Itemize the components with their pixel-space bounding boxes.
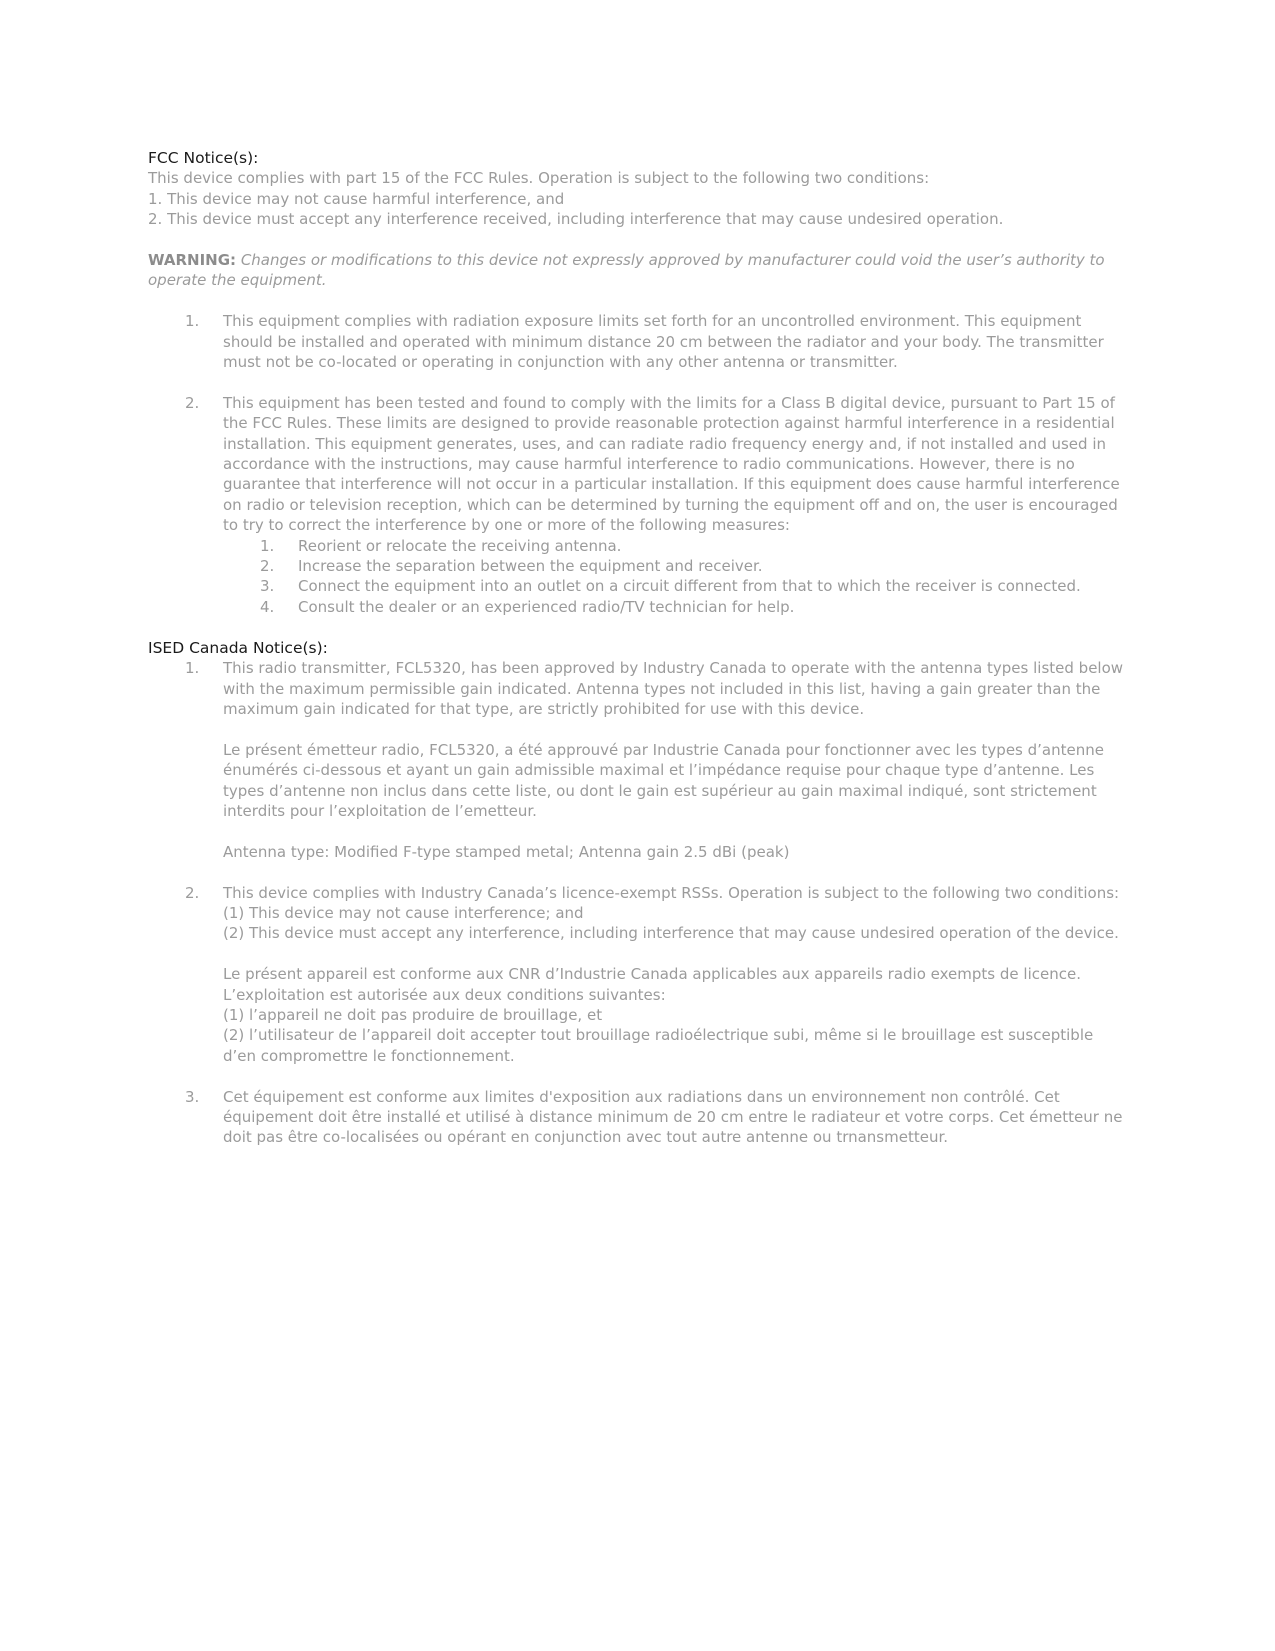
fcc-condition-1: 1. This device may not cause harmful interference, and <box>148 189 565 208</box>
antenna-spec: Antenna type: Modified F-type stamped metal; Antenna gain 2.5 dBi (peak) <box>223 842 790 861</box>
list-item-number: 3. <box>185 1087 200 1106</box>
list-item <box>148 883 1128 1067</box>
measure-text: Connect the equipment into an outlet on a circuit different from that to which the receiver is connected. <box>298 577 1081 596</box>
fcc-condition-2: 2. This device must accept any interference received, including interference that may cause undesired operation. <box>148 210 1004 229</box>
list-item <box>148 311 1128 372</box>
list-item-number: 1. <box>185 312 200 331</box>
list-item-text: This equipment complies with radiation exposure limits set forth for an uncontrolled environment. This equipment should be installed and operated with minimum distance 20 cm between the radiator and your body. The transmitter must not be co-located or operating in conjunction with any other antenna or transmitter. <box>223 312 1104 372</box>
measure-text: Increase the separation between the equipment and receiver. <box>298 557 763 576</box>
measure-item <box>148 576 1128 596</box>
list-item <box>148 393 1128 536</box>
warning-text: Changes or modifications to this device not expressly approved by manufacturer could void the user’s authority to operate the equipment. <box>148 251 1105 290</box>
ised-list <box>148 658 1128 1148</box>
ised-item-2-french-intro: Le présent appareil est conforme aux CNR d’Industrie Canada applicables aux appareils radio exempts de licence. L’exploitation est autorisée aux deux conditions suivantes: <box>223 965 1081 1004</box>
list-item-text: Cet équipement est conforme aux limites d'exposition aux radiations dans un environnement non contrôlé. Cet équipement doit être installé et utilisé à distance minimum de 20 cm entre le radiateur et votre corps. Cet émetteur ne doit pas être co-localisées ou opérant en conjunction avec tout autre antenne ou trnansmetteur. <box>223 1087 1123 1147</box>
list-item-text: This equipment has been tested and found to comply with the limits for a Class B digital device, pursuant to Part 15 of the FCC Rules. These limits are designed to provide reasonable protection against harmful interference in a residential installation. This equipment generates, uses, and can radiate radio frequency energy and, if not installed and used in accordance with the instructions, may cause harmful interference to radio communications. However, there is no guarantee that interference will not occur in a particular installation. If this equipment does cause harmful interference on radio or television reception, which can be determined by turning the equipment off and on, the user is encouraged to try to correct the interference by one or more of the following measures: <box>223 393 1120 535</box>
ised-item-2-french-condition-1: (1) l’appareil ne doit pas produire de brouillage, et <box>223 1005 603 1024</box>
measure-number: 2. <box>260 557 275 576</box>
warning-label: WARNING: <box>148 251 237 270</box>
list-item <box>148 658 1128 862</box>
ised-item-2-english-intro: This device complies with Industry Canada’s licence-exempt RSSs. Operation is subject to the following two conditions: <box>223 883 1120 902</box>
list-item-number: 1. <box>185 659 200 678</box>
measures-list <box>148 536 1128 618</box>
measure-item <box>148 597 1128 617</box>
ised-item-2-english-condition-1: (1) This device may not cause interference; and <box>223 903 584 922</box>
ised-item-1-english: This radio transmitter, FCL5320, has been approved by Industry Canada to operate with the antenna types listed below with the maximum permissible gain indicated. Antenna types not included in this list, having a gain greater than the maximum gain indicated for that type, are strictly prohibited for use with this device. <box>223 659 1124 718</box>
fcc-intro: This device complies with part 15 of the FCC Rules. Operation is subject to the following two conditions: <box>148 169 930 188</box>
measure-item <box>148 556 1128 576</box>
ised-item-2-english-condition-2: (2) This device must accept any interference, including interference that may cause undesired operation of the device. <box>223 924 1119 943</box>
list-item-number: 2. <box>185 393 200 412</box>
ised-item-2-french-condition-2: (2) l’utilisateur de l’appareil doit accepter tout brouillage radioélectrique subi, même si le brouillage est susceptible d’en compromettre le fonctionnement. <box>223 1026 1094 1065</box>
document-page <box>148 148 1128 1148</box>
measure-item <box>148 536 1128 556</box>
measure-text: Reorient or relocate the receiving antenna. <box>298 536 622 555</box>
measure-number: 1. <box>260 536 275 555</box>
fcc-warning <box>148 250 1128 291</box>
fcc-heading: FCC Notice(s): <box>148 149 259 167</box>
fcc-list <box>148 311 1128 617</box>
measure-text: Consult the dealer or an experienced radio/TV technician for help. <box>298 597 795 616</box>
list-item <box>148 1087 1128 1148</box>
measure-number: 4. <box>260 597 275 616</box>
list-item-number: 2. <box>185 883 200 902</box>
ised-heading: ISED Canada Notice(s): <box>148 638 328 657</box>
ised-item-1-french: Le présent émetteur radio, FCL5320, a été approuvé par Industrie Canada pour fonctionner avec les types d’antenne énumérés ci-dessous et ayant un gain admissible maximal et l’impédance requise pour chaque type d’antenne. Les types d’antenne non inclus dans cette liste, ou dont le gain est supérieur au gain maximal indiqué, sont strictement interdits pour l’exploitation de l’emetteur. <box>223 740 1104 820</box>
measure-number: 3. <box>260 577 275 596</box>
